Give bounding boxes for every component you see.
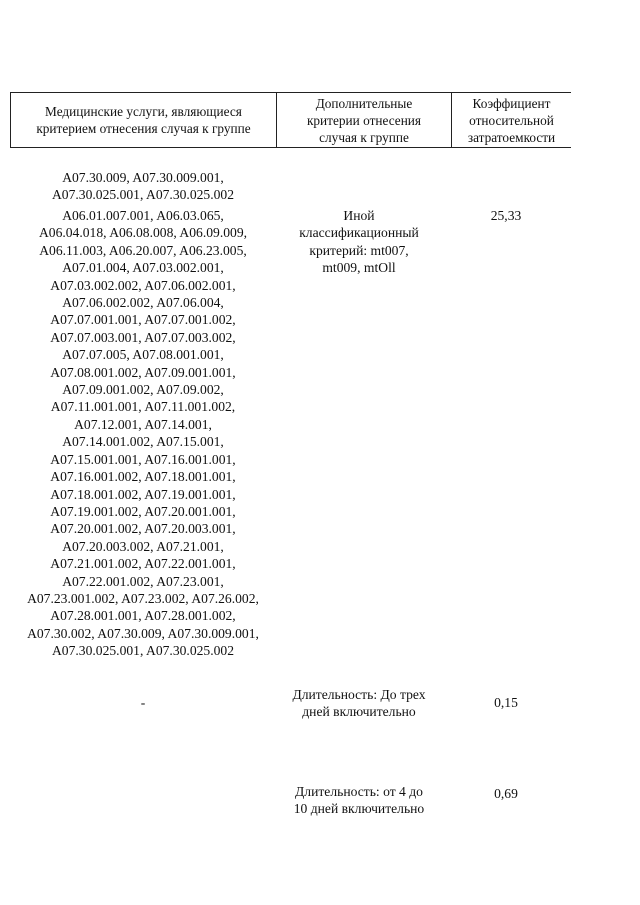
service-codes-line: A07.07.001.001, A07.07.001.002, bbox=[50, 312, 236, 328]
criteria-cell-duration-1 bbox=[276, 686, 442, 721]
criteria-line: Длительность: от 4 до bbox=[295, 784, 423, 799]
services-cell-top bbox=[10, 169, 276, 204]
service-codes-line: A07.30.002, A07.30.009, A07.30.009.001, bbox=[27, 625, 259, 641]
header-coefficient-line: Коэффициент bbox=[472, 95, 551, 111]
criteria-line: критерий: mt007, bbox=[309, 242, 409, 258]
service-codes-line: A07.30.025.001, A07.30.025.002 bbox=[51, 643, 234, 659]
criteria-line: дней включительно bbox=[302, 704, 416, 720]
coefficient-cell-main bbox=[446, 207, 566, 224]
service-codes-line: A07.21.001.002, A07.22.001.001, bbox=[50, 556, 236, 572]
service-codes-line: A07.30.009, A07.30.009.001, bbox=[62, 170, 224, 185]
service-codes-line: A07.12.001, A07.14.001, bbox=[74, 416, 212, 432]
criteria-line: классификационный bbox=[299, 225, 419, 241]
header-services-line: критерием отнесения случая к группе bbox=[36, 121, 251, 136]
header-coefficient bbox=[451, 93, 571, 147]
header-coefficient-line: затратоемкости bbox=[467, 129, 556, 145]
header-criteria-line: Дополнительные bbox=[315, 95, 413, 111]
service-codes-line: A06.01.007.001, A06.03.065, bbox=[62, 208, 224, 223]
services-cell-duration-1 bbox=[10, 694, 276, 711]
criteria-line: 10 дней включительно bbox=[293, 801, 425, 817]
coefficient-value: 0,15 bbox=[494, 695, 518, 710]
header-services-line: Медицинские услуги, являющиеся bbox=[45, 104, 242, 119]
service-codes-line: A07.30.025.001, A07.30.025.002 bbox=[51, 187, 234, 203]
service-codes-line: A07.01.004, A07.03.002.001, bbox=[62, 260, 224, 276]
criteria-cell-duration-2 bbox=[276, 783, 442, 818]
service-codes-line: A07.14.001.002, A07.15.001, bbox=[62, 434, 224, 450]
criteria-line: Длительность: До трех bbox=[292, 687, 426, 702]
coefficient-value: 25,33 bbox=[490, 208, 522, 223]
service-codes-line: A07.07.003.001, A07.07.003.002, bbox=[50, 329, 236, 345]
service-codes-line: A07.20.001.002, A07.20.003.001, bbox=[50, 521, 236, 537]
criteria-line: mt009, mtOll bbox=[322, 260, 396, 276]
header-services bbox=[10, 93, 276, 147]
header-criteria bbox=[276, 93, 451, 147]
coefficient-cell-duration-2 bbox=[446, 785, 566, 802]
service-dash: - bbox=[140, 695, 146, 710]
header-criteria-line: критерии отнесения bbox=[306, 112, 422, 128]
service-codes-line: A07.23.001.002, A07.23.002, A07.26.002, bbox=[27, 590, 259, 606]
coefficient-cell-duration-1 bbox=[446, 694, 566, 711]
service-codes-line: A07.19.001.002, A07.20.001.001, bbox=[50, 503, 236, 519]
coefficient-value: 0,69 bbox=[494, 786, 518, 801]
services-cell-main bbox=[10, 207, 276, 660]
service-codes-line: A07.18.001.002, A07.19.001.001, bbox=[50, 486, 236, 502]
service-codes-line: A06.04.018, A06.08.008, A06.09.009, bbox=[38, 225, 248, 241]
header-coefficient-line: относительной bbox=[469, 112, 554, 128]
service-codes-line: A07.03.002.002, A07.06.002.001, bbox=[50, 277, 236, 293]
service-codes-line: A07.07.005, A07.08.001.001, bbox=[62, 347, 224, 363]
service-codes-line: A06.11.003, A06.20.007, A06.23.005, bbox=[39, 242, 247, 258]
service-codes-line: A07.11.001.001, A07.11.001.002, bbox=[50, 399, 236, 415]
service-codes-line: A07.28.001.001, A07.28.001.002, bbox=[50, 608, 236, 624]
service-codes-line: A07.09.001.002, A07.09.002, bbox=[62, 382, 224, 398]
criteria-line: Иной bbox=[343, 208, 375, 223]
service-codes-line: A07.08.001.002, A07.09.001.001, bbox=[50, 364, 236, 380]
criteria-cell-main bbox=[276, 207, 442, 277]
table-header bbox=[10, 92, 571, 148]
service-codes-line: A07.20.003.002, A07.21.001, bbox=[62, 538, 224, 554]
service-codes-line: A07.06.002.002, A07.06.004, bbox=[62, 295, 224, 311]
service-codes-line: A07.16.001.002, A07.18.001.001, bbox=[50, 469, 236, 485]
header-criteria-line: случая к группе bbox=[319, 129, 409, 145]
service-codes-line: A07.15.001.001, A07.16.001.001, bbox=[50, 451, 236, 467]
service-codes-line: A07.22.001.002, A07.23.001, bbox=[62, 573, 224, 589]
